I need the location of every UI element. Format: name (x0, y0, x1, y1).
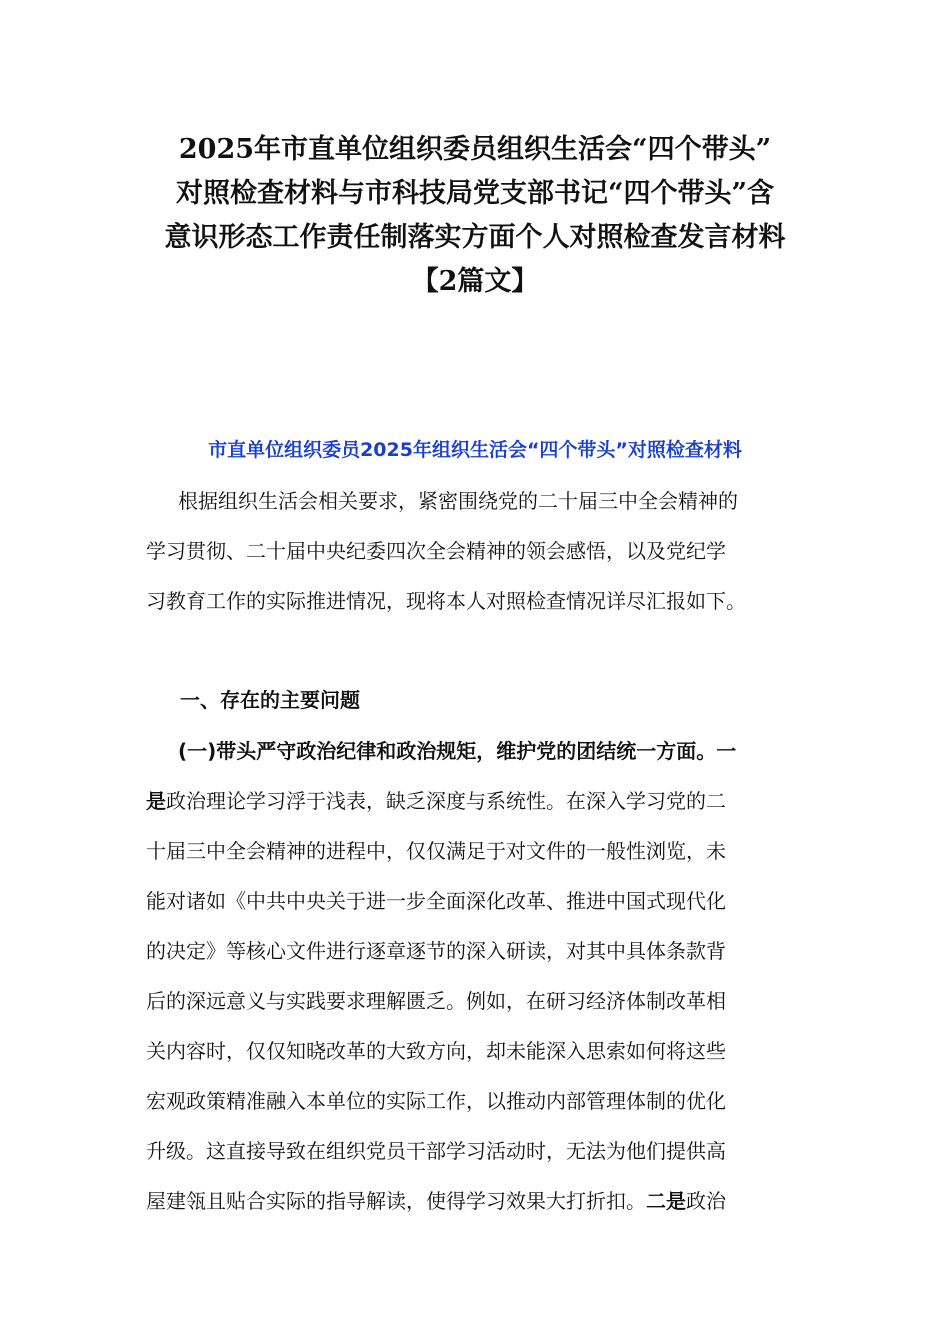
section-heading: 一、存在的主要问题 (180, 688, 360, 712)
problem-line: 后的深远意义与实践要求理解匮乏。例如，在研习经济体制改革相 (146, 989, 726, 1013)
article-subtitle: 市直单位组织委员2025年组织生活会“四个带头”对照检查材料 (208, 439, 742, 461)
intro-paragraph (146, 476, 822, 626)
title-line: 2025年市直单位组织委员组织生活会“四个带头” (178, 134, 772, 165)
title-line: 对照检查材料与市科技局党支部书记“四个带头”含 (175, 178, 775, 209)
problem-line: 十届三中全会精神的进程中，仅仅满足于对文件的一般性浏览，未 (146, 839, 726, 863)
title-line: 【2篇文】 (411, 266, 539, 297)
document-title (120, 128, 830, 304)
intro-line: 学习贯彻、二十届中央纪委四次全会精神的领会感悟，以及党纪学 (146, 539, 726, 563)
intro-line: 根据组织生活会相关要求，紧密围绕党的二十届三中全会精神的 (178, 489, 738, 513)
problem-line-first (146, 776, 822, 826)
problem-line-last (146, 1176, 822, 1226)
problem-line: 宏观政策精准融入本单位的实际工作，以推动内部管理体制的优化 (146, 1089, 726, 1113)
problem-heading: (一)带头严守政治纪律和政治规矩，维护党的团结统一方面。一 (178, 739, 737, 763)
title-line: 意识形态工作责任制落实方面个人对照检查发言材料 (164, 222, 786, 253)
problem-line: 的决定》等核心文件进行逐章逐节的深入研读，对其中具体条款背 (146, 939, 726, 963)
problem-text: 政治理论学习浮于浅表，缺乏深度与系统性。在深入学习党的二 (166, 789, 726, 813)
problem-line: 升级。这直接导致在组织党员干部学习活动时，无法为他们提供高 (146, 1139, 726, 1163)
intro-line: 习教育工作的实际推进情况，现将本人对照检查情况详尽汇报如下。 (146, 589, 746, 613)
problem-text: 政治 (686, 1189, 726, 1213)
problem-paragraph (146, 726, 822, 1226)
problem-line: 关内容时，仅仅知晓改革的大致方向，却未能深入思索如何将这些 (146, 1039, 726, 1063)
problem-line: 能对诸如《中共中央关于进一步全面深化改革、推进中国式现代化 (146, 889, 726, 913)
bold-marker: 二是 (646, 1189, 686, 1213)
problem-text: 屋建瓴且贴合实际的指导解读，使得学习效果大打折扣。 (146, 1189, 646, 1213)
bold-marker: 是 (146, 789, 166, 813)
